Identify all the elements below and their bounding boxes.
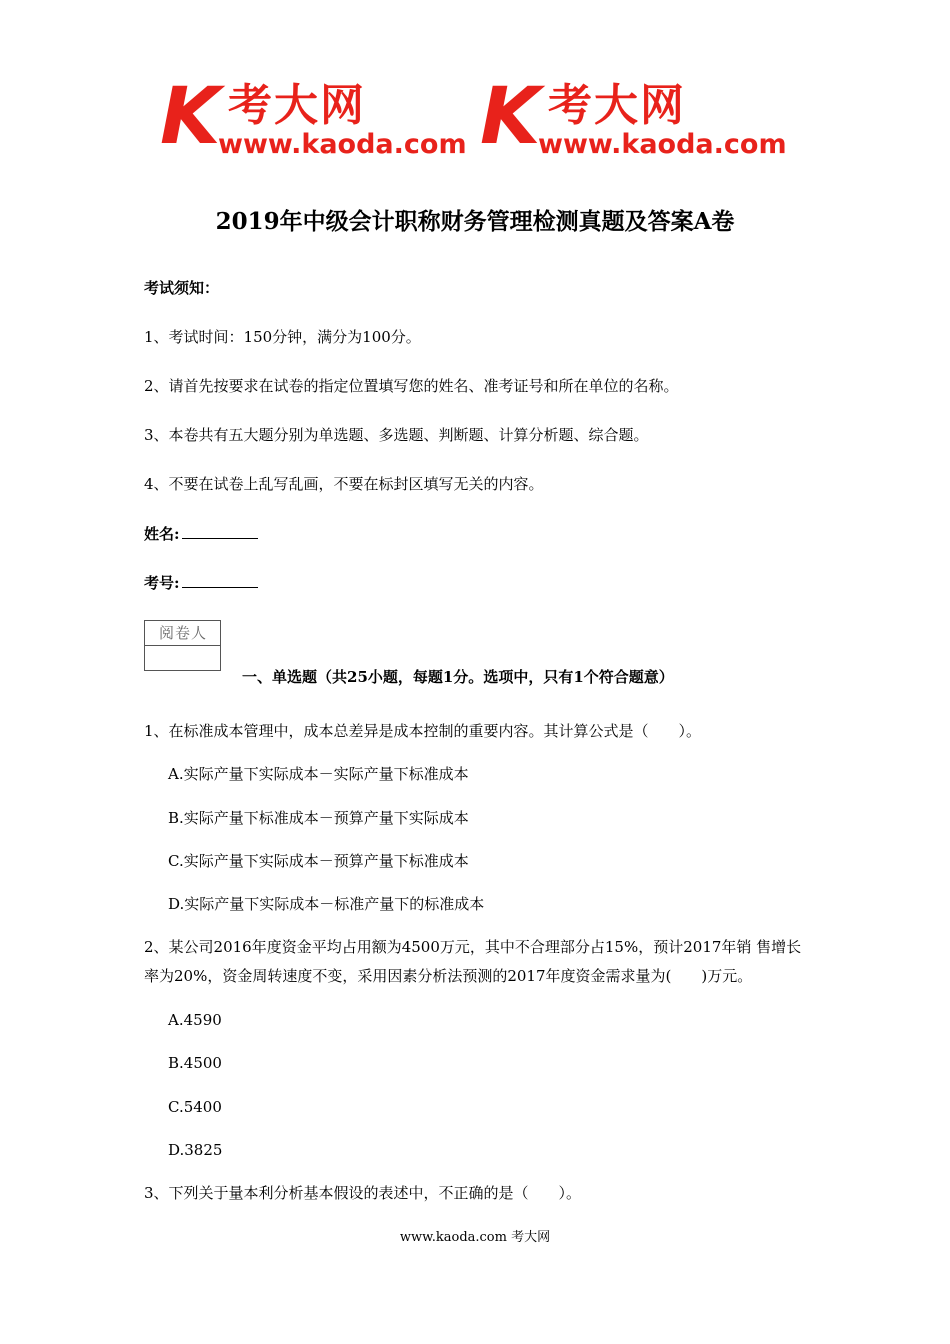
notice-item: 2、请首先按要求在试卷的指定位置填写您的姓名、准考证号和所在单位的名称。: [144, 377, 679, 395]
id-field-label: 考号:: [144, 574, 180, 592]
question-option: D.3825: [168, 1141, 223, 1159]
logo-url: www.kaoda.com: [538, 129, 787, 160]
question-option: B.实际产量下标准成本－预算产量下实际成本: [168, 809, 469, 827]
logo-k-mark: K: [480, 72, 537, 162]
question-stem: 3、下列关于量本利分析基本假设的表述中，不正确的是（ ）。: [144, 1184, 582, 1202]
question-option: A.4590: [168, 1011, 222, 1029]
question-option: D.实际产量下实际成本－标准产量下的标准成本: [168, 895, 485, 913]
grader-box-label: 阅卷人: [145, 621, 220, 646]
document-title: 2019年中级会计职称财务管理检测真题及答案A卷: [215, 208, 735, 235]
kaoda-logo-right[interactable]: [480, 72, 798, 162]
question-option: A.实际产量下实际成本－实际产量下标准成本: [168, 765, 469, 783]
name-field-label: 姓名:: [144, 525, 180, 543]
question-option: C.实际产量下实际成本－预算产量下标准成本: [168, 852, 469, 870]
question-stem: 1、在标准成本管理中，成本总差异是成本控制的重要内容。其计算公式是（ ）。: [144, 722, 702, 740]
grader-box: [144, 620, 221, 671]
logo-brand-name: 考大网: [548, 80, 686, 131]
question-option: B.4500: [168, 1054, 222, 1072]
notice-item: 1、考试时间：150分钟，满分为100分。: [144, 328, 421, 346]
logo-brand-name: 考大网: [228, 80, 366, 131]
page-footer: www.kaoda.com 考大网: [399, 1230, 551, 1245]
logo-url: www.kaoda.com: [218, 129, 467, 160]
question-stem: 2、某公司2016年度资金平均占用额为4500万元，其中不合理部分占15%，预计2017年销 售增长率为20%，资金周转速度不变，采用因素分析法预测的2017年度资金需求量为( )万元。: [144, 938, 802, 985]
question-option: C.5400: [168, 1098, 222, 1116]
notice-heading: 考试须知：: [144, 279, 220, 297]
kaoda-logo-left[interactable]: [160, 72, 478, 162]
id-field: [144, 572, 258, 594]
section-heading: 一、单选题（共25小题，每题1分。选项中，只有1个符合题意）: [242, 668, 674, 686]
logo-k-mark: K: [160, 72, 217, 162]
notice-item: 3、本卷共有五大题分别为单选题、多选题、判断题、计算分析题、综合题。: [144, 426, 649, 444]
notice-item: 4、不要在试卷上乱写乱画，不要在标封区填写无关的内容。: [144, 475, 544, 493]
name-field: [144, 523, 258, 545]
id-field-blank[interactable]: [182, 573, 258, 588]
name-field-blank[interactable]: [182, 524, 258, 539]
